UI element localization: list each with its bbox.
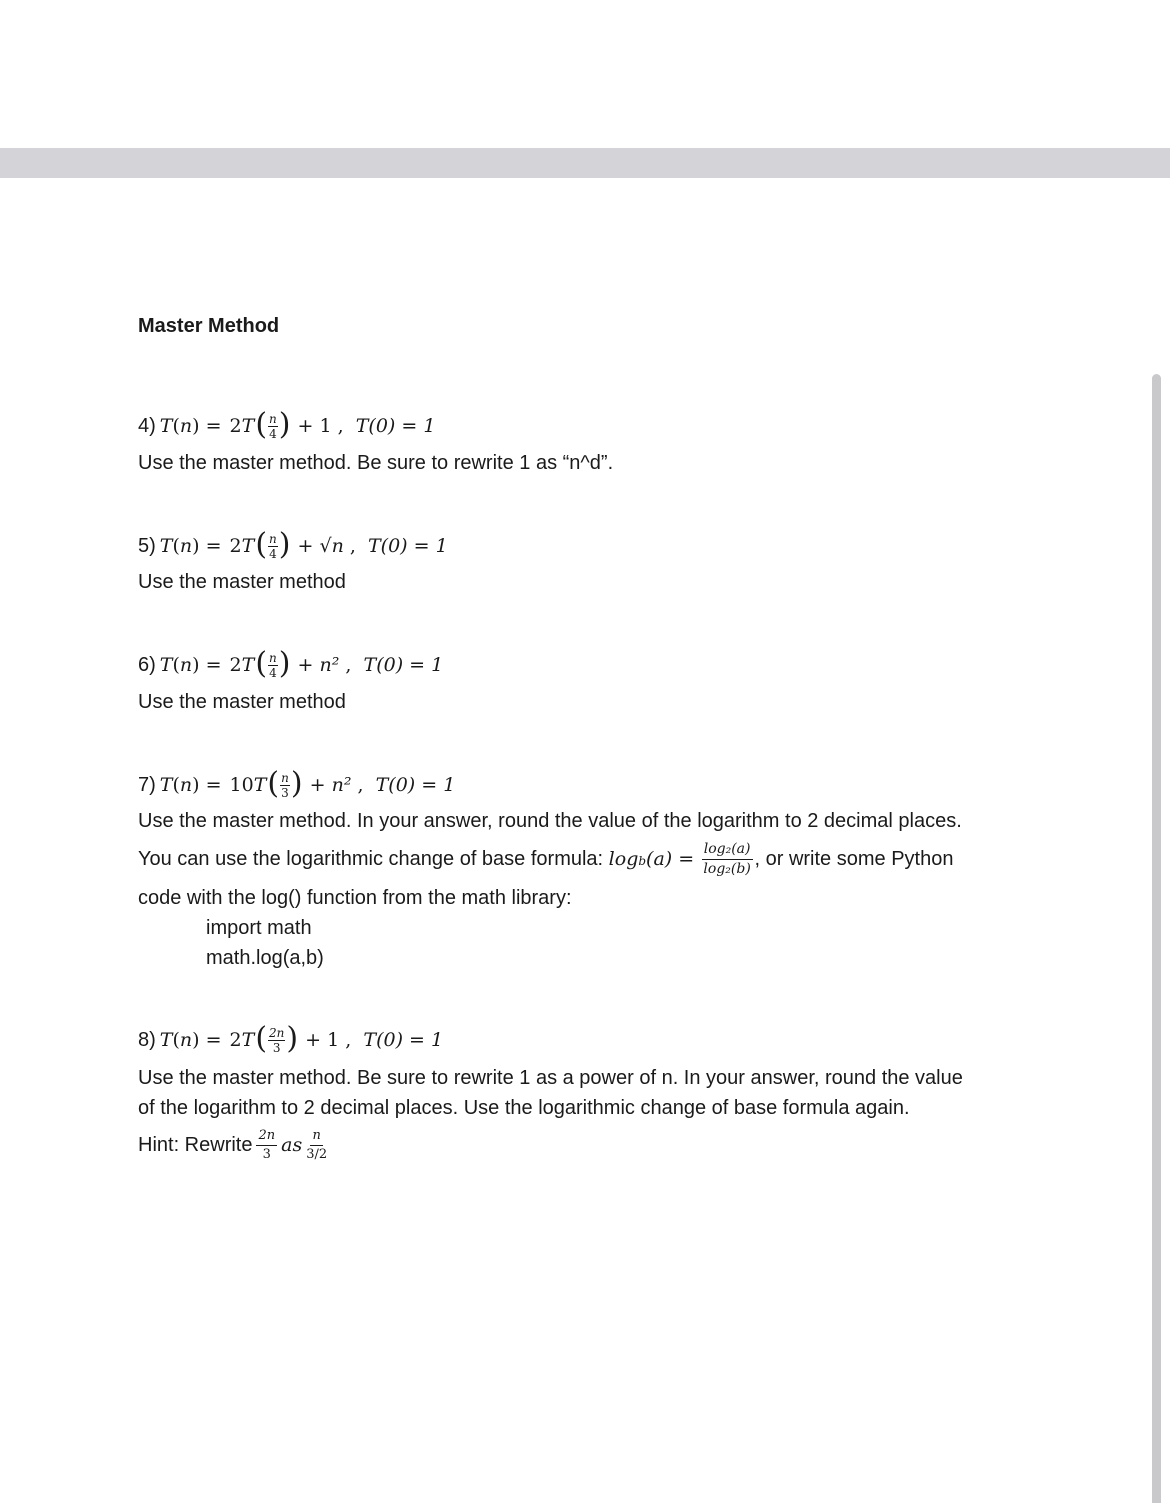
coefficient: 10 bbox=[229, 774, 254, 796]
problem-number: 6) bbox=[138, 653, 156, 676]
formula-lhs: log bbox=[608, 848, 639, 870]
problem-6-equation: 6) T ( n ) = 2 T ( $\frac{n}{4}$ ) + n² , T(0) = 1 bbox=[138, 646, 444, 681]
problem-number: 7) bbox=[138, 773, 156, 796]
recurrence-fraction: $\frac{n}{4}$ bbox=[269, 531, 277, 561]
problem-5-equation: 5) T ( n ) = 2 T ( $\frac{n}{4}$ ) + √n , T(0) = 1 bbox=[138, 527, 448, 562]
problem-4-equation: 4) T ( n ) = 2 T ( $\frac{n}{4}$ ) + 1 , T(0) = 1 bbox=[138, 407, 436, 442]
code-intro: code with the log() function from the math library: bbox=[138, 887, 572, 909]
problem-4-instructions: Use the master method. Be sure to rewrite 1 as “n^d”. bbox=[138, 452, 614, 474]
base-case: T(0) = 1 bbox=[363, 654, 444, 676]
hint-label: Hint: Rewrite bbox=[138, 1133, 253, 1156]
change-of-base-line bbox=[138, 838, 953, 880]
scrollbar[interactable] bbox=[1152, 374, 1161, 1503]
code-line-log: math.log(a,b) bbox=[206, 947, 324, 969]
formula-prefix: You can use the logarithmic change of base formula: bbox=[138, 847, 604, 870]
coefficient: 2 bbox=[229, 535, 242, 557]
problem-8-hint bbox=[138, 1124, 331, 1166]
problem-5-instructions: Use the master method bbox=[138, 571, 346, 593]
recurrence-fraction: $\frac{n}{3}$ bbox=[281, 770, 289, 800]
f-term: n² bbox=[331, 774, 352, 796]
recurrence-fraction: $\frac{2n}{3}$ bbox=[269, 1025, 285, 1055]
hint-as: as bbox=[281, 1134, 303, 1156]
base-case: T(0) = 1 bbox=[363, 1029, 444, 1051]
problem-6-instructions: Use the master method bbox=[138, 691, 346, 713]
formula-suffix: , or write some Python bbox=[754, 847, 954, 870]
problem-7-equation: 7) T ( n ) = 10 T ( $\frac{n}{3}$ ) + n² , T(0) = 1 bbox=[138, 766, 456, 801]
problem-number: 4) bbox=[138, 414, 156, 437]
f-term: n² bbox=[319, 654, 340, 676]
page-title: Master Method bbox=[138, 315, 280, 337]
coefficient: 2 bbox=[229, 1029, 242, 1051]
base-case: T(0) = 1 bbox=[355, 415, 436, 437]
formula-lhs-arg: (a) = bbox=[646, 848, 695, 870]
problem-7-instructions: Use the master method. In your answer, round the value of the logarithm to 2 decimal places. bbox=[138, 810, 962, 832]
coefficient: 2 bbox=[229, 654, 242, 676]
formula-lhs-base: b bbox=[638, 854, 647, 868]
f-term: √n bbox=[319, 535, 344, 557]
change-of-base-fraction: $\frac{\text{log₂(a)}}{\text{log₂(b)}}$ bbox=[703, 840, 751, 877]
f-term: 1 bbox=[327, 1029, 340, 1051]
recurrence-fraction: $\frac{n}{4}$ bbox=[269, 411, 277, 441]
code-line-import: import math bbox=[206, 917, 312, 939]
recurrence-fraction: $\frac{n}{4}$ bbox=[269, 650, 277, 680]
problem-8-instructions-line2: of the logarithm to 2 decimal places. Use the logarithmic change of base formula again. bbox=[138, 1097, 910, 1119]
hint-fraction-original: 2n 3 bbox=[258, 1127, 276, 1162]
problem-number: 5) bbox=[138, 534, 156, 557]
base-case: T(0) = 1 bbox=[375, 774, 456, 796]
coefficient: 2 bbox=[229, 415, 242, 437]
hint-fraction-rewritten: n 3/2 bbox=[306, 1127, 328, 1162]
f-term: 1 bbox=[319, 415, 332, 437]
base-case: T(0) = 1 bbox=[368, 535, 448, 557]
problem-8-instructions-line1: Use the master method. Be sure to rewrite 1 as a power of n. In your answer, round the value bbox=[138, 1067, 963, 1089]
problem-number: 8) bbox=[138, 1028, 156, 1051]
problem-8-equation: 8) T ( n ) = 2 T ( $\frac{2n}{3}$ ) + 1 , T(0) = 1 bbox=[138, 1021, 444, 1056]
